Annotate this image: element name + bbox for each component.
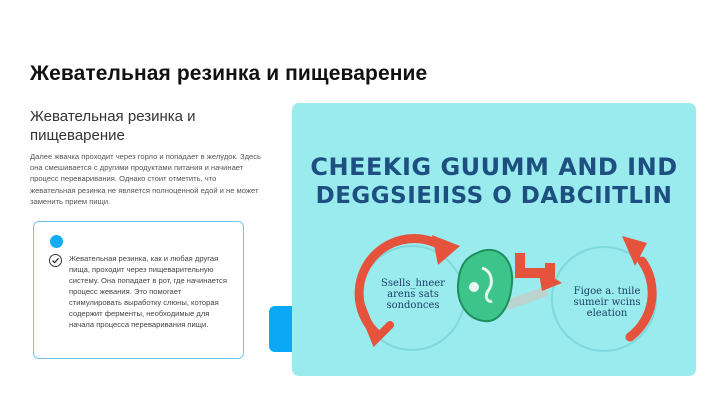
left-arrow-head [432,235,460,265]
illustration-title-line2: DEGGSIEIISS O DABCIITLIN [315,183,673,209]
illustration-left-caption: Ssells_hneer arens sats sondonces [381,278,445,311]
info-card [33,221,244,359]
gum-dot [469,282,479,292]
illustration-image [292,103,696,376]
gum-shape [458,250,512,321]
section-heading: Жевательная резинка и пищеварение [30,108,196,144]
illustration-title-line1: CHEEKIG GUUMM AND IND [310,153,678,181]
center-connector [507,291,547,305]
page-title: Жевательная резинка и пищеварение [30,62,428,85]
illustration-graphic [292,103,696,376]
illustration-right-caption: Figoe a. tnile sumeir wcins eleation [573,286,641,319]
blue-dot-icon [50,235,63,248]
check-circle-icon [49,254,62,267]
section-paragraph: Далее жвачка проходит через горло и попадает в желудок. Здесь она смешивается с другими продуктами питания и начинает процесс переваривания. Однако стоит отметить, что жевательная резинка не является полноценной едой и не может заменить прием пищи. [30,152,262,206]
center-arrow [520,253,550,273]
card-text: Жевательная резинка, как и любая другая пища, проходит через пищеварительную систему. Она попадает в рот, где начинается процесс жевания. Это помогает стимулировать выработку слюны, которая содержит ферменты, необходимые для начала процесса переваривания пищи. [69,254,227,329]
